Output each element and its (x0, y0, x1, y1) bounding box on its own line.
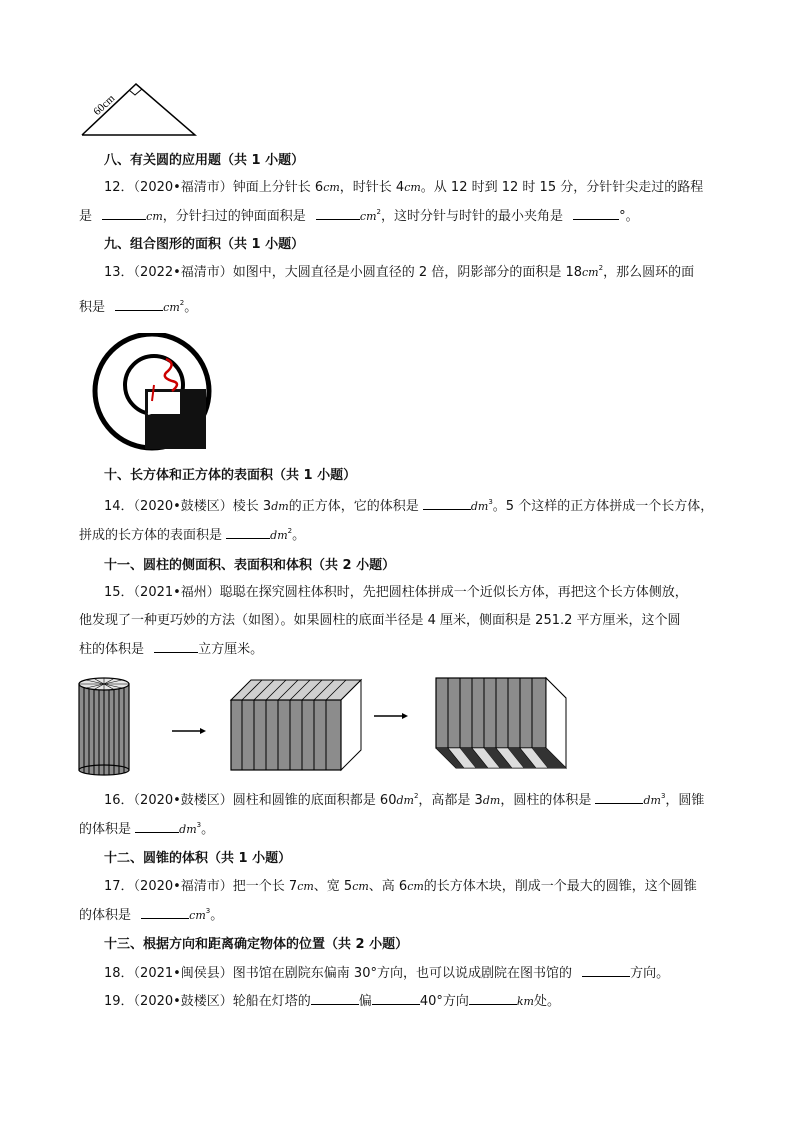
question-14-line-1: 14．（2020•鼓楼区）棱长 3dm的正方体，它的体积是 $dm^3$。5 个这样的正方体拼成一个长方体， (104, 498, 714, 514)
answer-blank[interactable] (226, 526, 270, 539)
question-17-line-2: 的体积是 $cm^3$。 (79, 907, 224, 923)
triangle-side-label: 60cm (91, 92, 118, 118)
question-14-line-2: 拼成的长方体的表面积是 $dm^2$。 (79, 527, 306, 543)
answer-blank[interactable] (316, 207, 360, 220)
question-12-line-1: 12．（2020•福清市）钟面上分针长 6cm，时针长 4cm。从 12 时到 12 时 15 分，分针针尖走过的路程 (104, 180, 704, 195)
answer-blank[interactable] (469, 992, 517, 1005)
answer-blank[interactable] (102, 207, 146, 220)
answer-blank[interactable] (135, 820, 179, 833)
cylinder-transformation-figure (76, 674, 576, 779)
answer-blank[interactable] (141, 906, 189, 919)
arrow-icon (172, 728, 206, 734)
question-13-line-2: 积是 $cm^2$。 (79, 299, 198, 315)
answer-blank[interactable] (372, 992, 420, 1005)
section-heading-9: 九、组合图形的面积（共 1 小题） (104, 237, 305, 252)
annulus-figure (82, 333, 216, 453)
question-15-line-2: 他发现了一种更巧妙的方法（如图）。如果圆柱的底面半径是 4 厘米，侧面积是 251.2 平方厘米，这个圆 (79, 613, 681, 628)
question-16-line-1: 16．（2020•鼓楼区）圆柱和圆锥的底面积都是 $60dm^2$，高都是 3dm，圆柱的体积是 $dm^3$，圆锥 (104, 792, 705, 808)
arrow-icon (374, 713, 408, 719)
section-heading-12: 十二、圆锥的体积（共 1 小题） (104, 851, 292, 866)
question-13-line-1: 13．（2022•福清市）如图中，大圆直径是小圆直径的 2 倍，阴影部分的面积是 $18cm^2$，那么圆环的面 (104, 264, 695, 280)
triangle-figure (78, 78, 202, 140)
question-15-line-1: 15．（2021•福州）聪聪在探究圆柱体积时，先把圆柱体拼成一个近似长方体，再把这个长方体侧放， (104, 585, 688, 600)
cuboid-on-side-diagram (436, 678, 566, 768)
answer-blank[interactable] (423, 497, 471, 510)
section-heading-8: 八、有关圆的应用题（共 1 小题） (104, 153, 305, 168)
question-18-line: 18．（2021•闽侯县）图书馆在剧院东偏南 30°方向，也可以说成剧院在图书馆的 方向。 (104, 966, 670, 981)
answer-blank[interactable] (573, 207, 619, 220)
answer-blank[interactable] (154, 640, 198, 653)
answer-blank[interactable] (582, 964, 630, 977)
question-15-line-3: 柱的体积是 立方厘米。 (79, 642, 264, 657)
question-19-line: 19．（2020•鼓楼区）轮船在灯塔的 偏 40°方向 km处。 (104, 994, 560, 1009)
cylinder-diagram (79, 678, 129, 775)
question-17-line-1: 17．（2020•福清市）把一个长 7cm、宽 5cm、高 6cm的长方体木块，削成一个最大的圆锥，这个圆锥 (104, 879, 697, 894)
section-heading-10: 十、长方体和正方体的表面积（共 1 小题） (104, 468, 357, 483)
cuboid-diagram (231, 680, 361, 770)
question-12-line-2: 是 cm，分针扫过的钟面面积是 $cm^2$，这时分针与时针的最小夹角是 °。 (79, 208, 639, 224)
answer-blank[interactable] (115, 298, 163, 311)
answer-blank[interactable] (595, 791, 643, 804)
section-heading-13: 十三、根据方向和距离确定物体的位置（共 2 小题） (104, 937, 409, 952)
answer-blank[interactable] (311, 992, 359, 1005)
question-16-line-2: 的体积是 $dm^3$。 (79, 821, 215, 837)
section-heading-11: 十一、圆柱的侧面积、表面积和体积（共 2 小题） (104, 558, 396, 573)
